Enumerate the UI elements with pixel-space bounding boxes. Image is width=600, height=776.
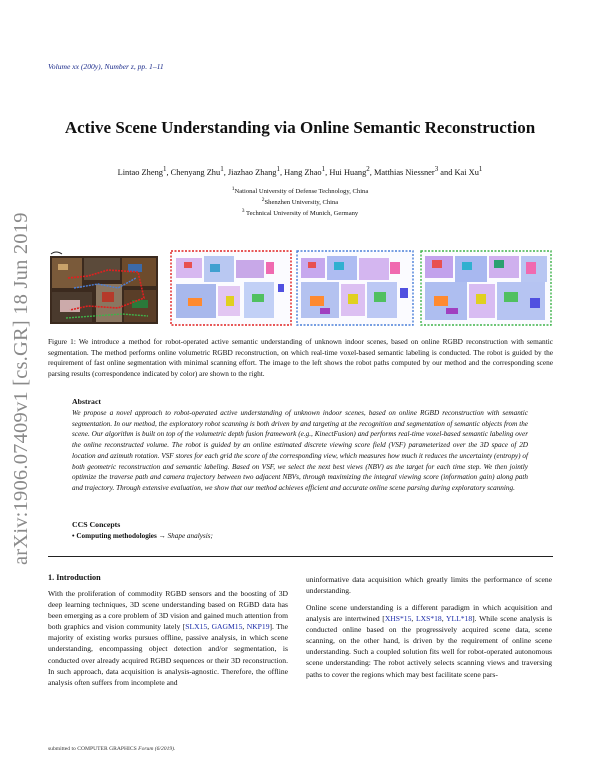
figure-panel-parsing-blue [296, 248, 414, 328]
affiliation: $^1$National University of Defense Technology, China [231, 186, 369, 196]
scene-parsing-green [420, 248, 552, 328]
abstract-text: We propose a novel approach to robot-operated active understanding of unknown indoor scenes, based on online RGBD reconstruction with semantic segmentation. In our method, the exploratory robot scanning is both driven by and targeting at the recognition and segmentation of semantic objects from the scene. Our algorithm is built on top of the volumetric depth fusion framework (e.g., KinectFusion) and performs real-time voxel-based semantic labeling over the online reconstructed volume. The robot is guided by an online estimated discrete viewing score field (VSF) parameterized over the 3D space of 2D location and azimuth rotation. VSF stores for each grid the score of the corresponding view, which measures how much it reduces the uncertainty (entropy) of both geometric reconstruction and semantic labeling. Based on VSF, we select the next best views (NBV) as the target for each time step. We then jointly optimize the traverse path and camera trajectory between two adjacent NBVs, through maximizing the integral viewing score (information gain) along path and trajectory. Through extensive evaluation, we show that our method achieves efficient and accurate online scene parsing during exploratory scanning. [72, 409, 528, 492]
citation-link[interactable]: GAGM15 [211, 622, 243, 632]
paper-title: Active Scene Understanding via Online Semantic Reconstruction [64, 118, 536, 137]
author: Chenyang Zhu$^1$ [170, 165, 224, 177]
author-list: Lintao Zheng$^1$, Chenyang Zhu$^1$, Jiazhao Zhang$^1$, Hang Zhao$^1$, Hui Huang$^2$, Matthias Niessner$^3$ and Kai Xu$^1$ [117, 165, 483, 177]
scene-parsing-red [170, 248, 292, 328]
page-footer: submitted to COMPUTER GRAPHICS Forum (6/2019). [48, 746, 176, 752]
figure-panel-robot-paths [48, 248, 160, 328]
section-heading-introduction: 1. Introduction [48, 573, 101, 582]
citation-link[interactable]: YLL*18 [446, 614, 473, 624]
abstract-heading: Abstract [72, 397, 102, 406]
author: Hui Huang$^2$ [329, 165, 370, 177]
author: Matthias Niessner$^3$ [373, 165, 439, 177]
ccs-concepts: • Computing methodologies → Shape analysis; [72, 532, 213, 540]
affiliation: $^3$ Technical University of Munich, Germany [241, 208, 359, 218]
affiliation: $^2$Shenzhen University, China [261, 197, 339, 207]
scene-parsing-blue [296, 248, 414, 328]
citation-link[interactable]: SLX15 [185, 622, 208, 632]
arxiv-stamp: arXiv:1906.07409v1 [cs.GR] 18 Jun 2019 [10, 212, 32, 565]
author: Hang Zhao$^1$ [284, 165, 326, 177]
floorplan-render [48, 248, 160, 328]
intro-column-right-top: uninformative data acquisition which greatly limits the performance of scene understanding. [306, 575, 552, 596]
figure-caption: Figure 1: We introduce a method for robot-operated active semantic understanding of unknown indoor scenes, based on online RGBD reconstruction with semantic segmentation. The method performs online volumetric RGBD reconstruction, on which real-time voxel-based semantic labeling is conducted. The robot is guided by the requirement of fast online segmentation with minimal scanning effort. The image to the left shows the robot paths computed by our method and the corresponding scene parsing results (correspondence indicated by color) are shown to the right. [48, 337, 553, 379]
author: Kai Xu$^1$ [454, 165, 483, 177]
intro-column-left: With the proliferation of commodity RGBD sensors and the boosting of 3D deep learning techniques, 3D scene understanding based on RGBD data has been emerging as a core problem of 3D vision and gained much attention from both graphics and vision community lately [SLX15, GAGM15, NKP19]. The majority of existing works pursues offline, passive analysis, in which scene understanding, encompassing object detection and/or segmentation, is conducted over already acquired RGBD sequences or their 3D reconstruction. In such approach, data acquisition is analysis-agnostic. Therefore, the offline analysis often suffers from incomplete and [48, 589, 289, 687]
citation-link[interactable]: LXS*18 [415, 614, 442, 624]
figure-panel-parsing-red [170, 248, 292, 328]
ccs-heading: CCS Concepts [72, 520, 121, 529]
section-divider [48, 556, 553, 557]
author: Lintao Zheng$^1$ [117, 165, 167, 177]
citation-link[interactable]: XHS*15 [384, 614, 412, 624]
author: Jiazhao Zhang$^1$ [227, 165, 280, 177]
figure-panel-parsing-green [420, 248, 552, 328]
journal-header: Volume xx (200y), Number z, pp. 1–11 [48, 62, 164, 71]
intro-column-right: Online scene understanding is a different paradigm in which acquisition and analysis are intertwined [XHS*15, LXS*18, YLL*18]. While scene analysis is conducted online based on the progressively acquired scene data, scene scanning, on the other hand, is driven by the requirement of online scene understanding. Such a coupled solution fits well for robot-operated autonomous scene understanding: The robot actively selects scanning views and traversing paths to cover the regions which may best facilitate scene pars- [306, 603, 553, 679]
citation-link[interactable]: NKP19 [246, 622, 270, 632]
